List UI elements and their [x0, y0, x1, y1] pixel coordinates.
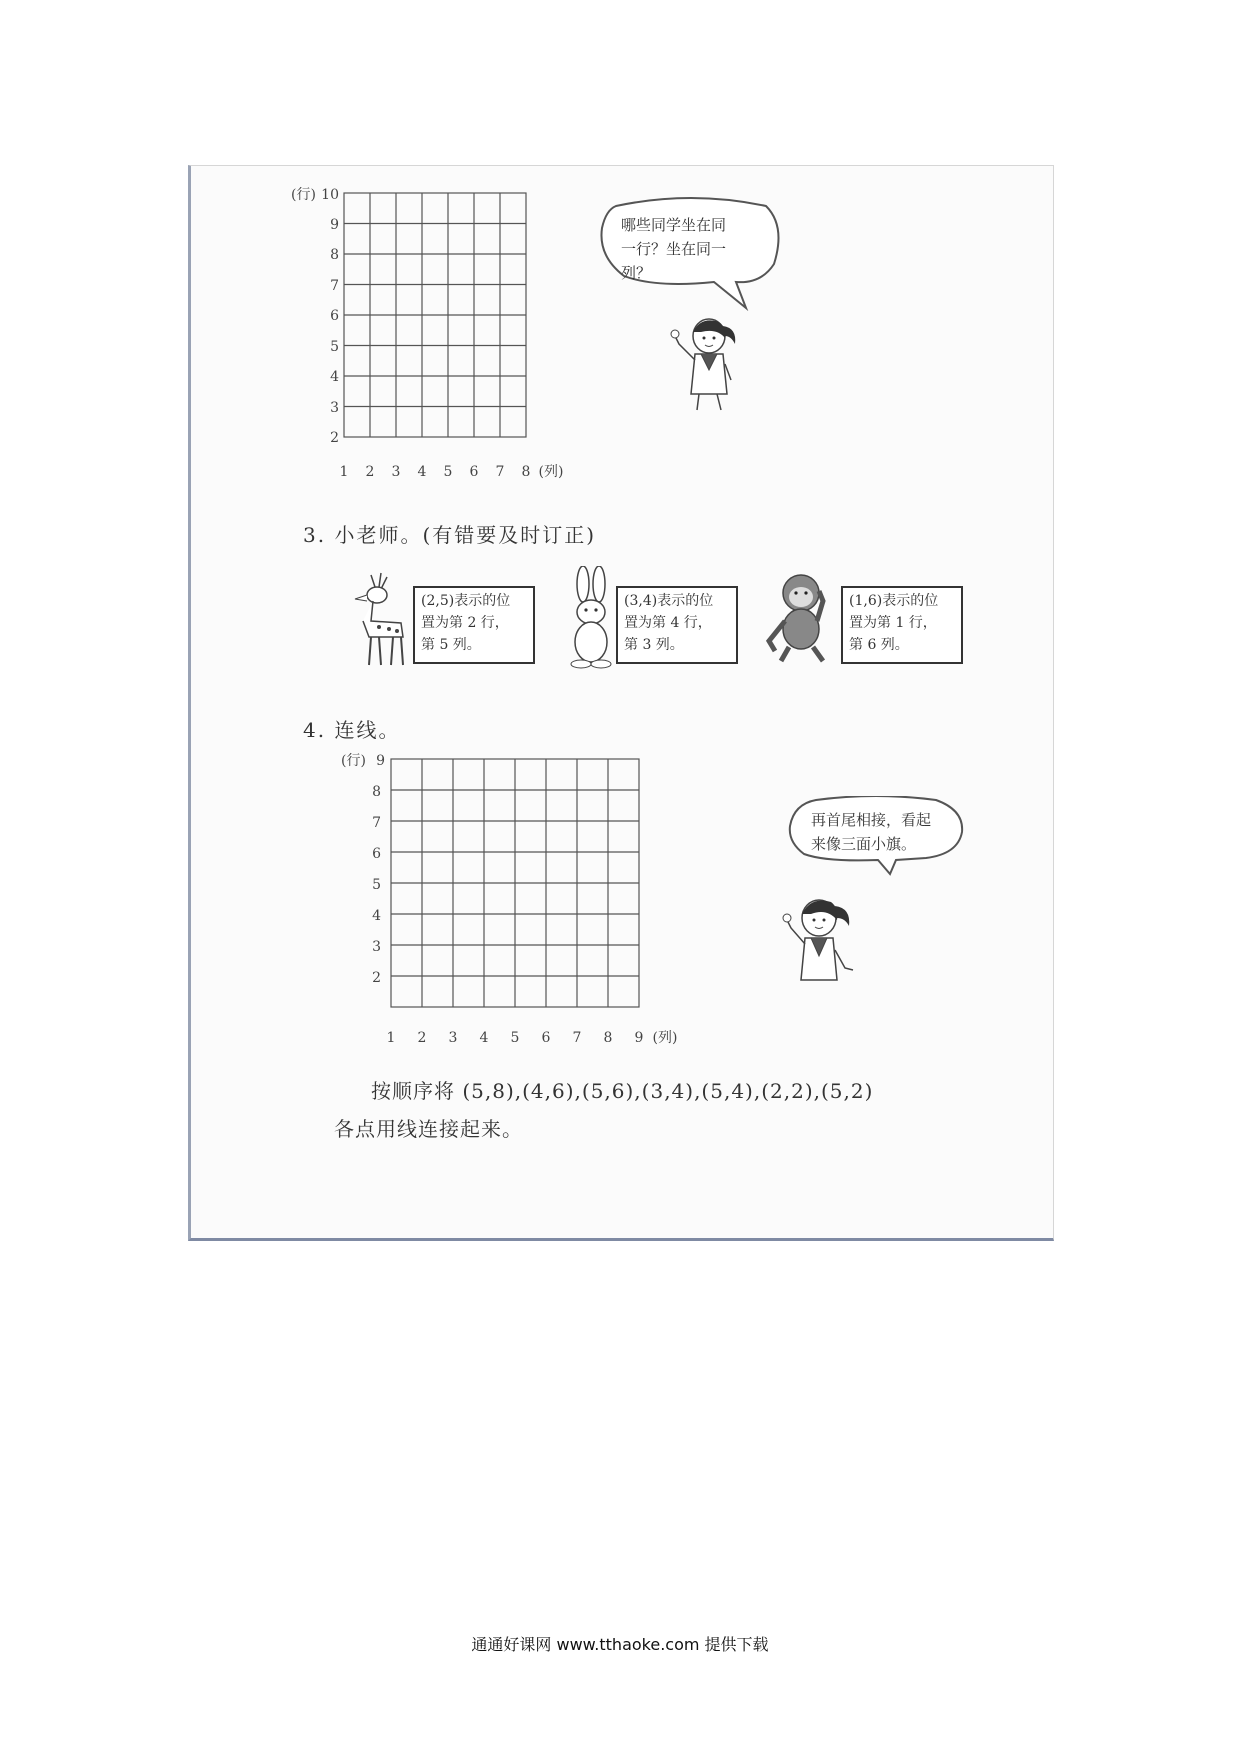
grid-2-row-tick: 4	[372, 908, 381, 924]
grid-2-col-tick: 3	[448, 1030, 458, 1046]
grid-2-row-tick: 5	[372, 877, 381, 893]
grid-2-lines	[391, 759, 639, 1007]
worksheet-scan	[188, 165, 1054, 1241]
question-3-heading: 3. 小老师。(有错要及时订正)	[303, 523, 597, 547]
grid-1-col-axis	[331, 458, 651, 488]
grid-2-col-tick: 5	[510, 1030, 520, 1046]
grid-1-col-tick: 2	[365, 464, 375, 480]
girl-student-icon	[661, 314, 751, 414]
grid-2-row-tick: 9	[376, 753, 385, 769]
grid-1-lines	[344, 193, 526, 437]
grid-2-row-tick: 8	[372, 784, 381, 800]
grid-1-row-tick: 3	[330, 400, 339, 416]
grid-1-row-tick: 5	[330, 339, 339, 355]
question-4-instruction-line-1: 按顺序将 (5,8),(4,6),(5,6),(3,4),(5,4),(2,2),(5,2)	[371, 1079, 874, 1103]
monkey-icon	[763, 571, 843, 666]
grid-2-col-axis	[369, 1026, 729, 1052]
grid-2-col-tick: 2	[417, 1030, 427, 1046]
grid-2-col-tick: 8	[603, 1030, 613, 1046]
grid-1-col-tick: 7	[495, 464, 505, 480]
grid-1-col-tick: 3	[391, 464, 401, 480]
grid-2-row-tick: 3	[372, 939, 381, 955]
statement-card-3: (1,6)表示的位 置为第 1 行， 第 6 列。	[841, 586, 963, 664]
grid-1-row-tick: 10	[321, 187, 339, 203]
grid-2-row-tick: 6	[372, 846, 381, 862]
speech-bubble-1-text: 哪些同学坐在同 一行？坐在同一 列？	[621, 216, 727, 282]
grid-1-row-tick: 6	[330, 308, 339, 324]
grid-1-col-tick: 1	[339, 464, 349, 480]
grid-1-col-tick: 6	[469, 464, 479, 480]
grid-2-col-tick: 7	[572, 1030, 582, 1046]
grid-1-row-axis-label: (行)	[291, 187, 316, 203]
girl-student-icon	[769, 894, 869, 999]
grid-2-col-tick: 4	[479, 1030, 489, 1046]
grid-1-row-tick: 8	[330, 247, 339, 263]
grid-1-row-tick: 4	[330, 369, 339, 385]
grid-2	[341, 751, 701, 1023]
grid-2-row-axis-label: (行)	[341, 753, 366, 769]
statement-card-1: (2,5)表示的位 置为第 2 行， 第 5 列。	[413, 586, 535, 664]
grid-1-col-tick: 8	[521, 464, 531, 480]
grid-2-col-tick: 9	[634, 1030, 644, 1046]
grid-1-row-tick: 2	[330, 430, 339, 446]
footer-credit: 通通好课网 www.tthaoke.com 提供下载	[471, 1635, 769, 1654]
grid-1-row-tick: 7	[330, 278, 339, 294]
statement-card-2: (3,4)表示的位 置为第 4 行， 第 3 列。	[616, 586, 738, 664]
grid-2-col-axis-label: (列)	[652, 1030, 678, 1046]
grid-2-row-tick: 2	[372, 970, 381, 986]
grid-1-col-axis-label: (列)	[538, 464, 564, 480]
grid-2-row-tick: 7	[372, 815, 381, 831]
grid-1-col-tick: 5	[443, 464, 453, 480]
grid-1-row-tick: 9	[330, 217, 339, 233]
speech-bubble-2-text: 再首尾相接，看起 来像三面小旗。	[811, 811, 932, 853]
rabbit-icon	[561, 566, 621, 671]
question-4-heading: 4. 连线。	[303, 718, 401, 742]
question-4-instruction-line-2: 各点用线连接起来。	[334, 1117, 523, 1141]
grid-2-col-tick: 1	[386, 1030, 396, 1046]
deer-icon	[341, 571, 411, 671]
grid-2-col-tick: 6	[541, 1030, 551, 1046]
grid-1-col-tick: 4	[417, 464, 427, 480]
